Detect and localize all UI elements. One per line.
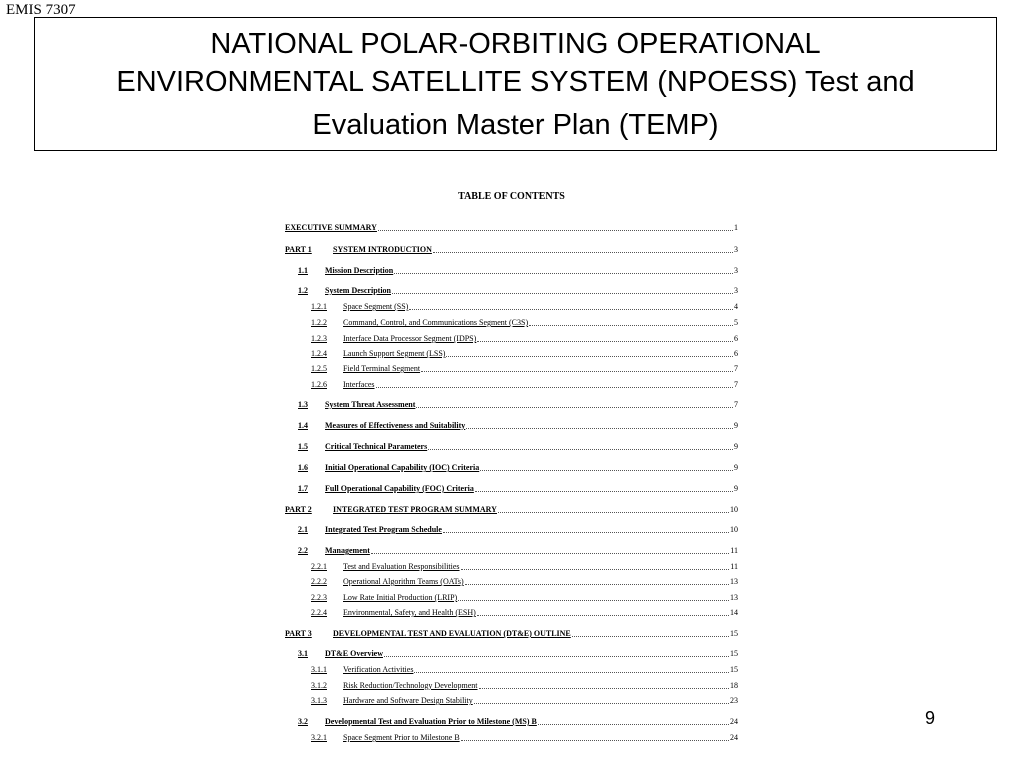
toc-entry-text: Low Rate Initial Production (LRIP) [343,593,458,602]
toc-entry-number: PART 3 [285,629,312,638]
toc-entry [285,696,738,706]
toc-entry [285,349,738,359]
toc-entry [285,421,738,431]
toc-leader-dots [474,703,729,704]
toc-entry-number: 1.4 [298,421,308,430]
title-line-2: ENVIRONMENTAL SATELLITE SYSTEM (NPOESS) Test and [116,65,915,98]
toc-leader-dots [416,407,733,408]
toc-entry-number: 2.2.1 [311,562,327,571]
toc-entry-number: 1.2 [298,286,308,295]
toc-entry [285,629,738,639]
toc-leader-dots [443,532,729,533]
toc-entry-number: 3.2 [298,717,308,726]
toc-entry [285,577,738,587]
title-line-1: NATIONAL POLAR-ORBITING OPERATIONAL [210,28,821,60]
toc-entry-text: Full Operational Capability (FOC) Criteria [325,484,474,493]
toc-entry [285,302,738,312]
toc-entry [285,484,738,494]
toc-leader-dots [376,387,733,388]
toc-entry-text: Interface Data Processor Segment (IDPS) [343,334,477,343]
toc-entry [285,649,738,659]
toc-entry [285,400,738,410]
toc-entry [285,245,738,255]
toc-entry [285,318,738,328]
toc-leader-dots [378,230,733,231]
toc-entry [285,665,738,675]
toc-entry-text: Measures of Effectiveness and Suitability [325,421,466,430]
toc-entry-number: 1.1 [298,266,308,275]
toc-entry-text: Mission Description [325,266,394,275]
toc-entry [285,593,738,603]
toc-entry-page: 9 [734,421,738,430]
toc-entry-number: 1.6 [298,463,308,472]
toc-entry [285,546,738,556]
toc-entry-page: 3 [734,266,738,275]
toc-leader-dots [461,740,729,741]
toc-entry-text: System Description [325,286,391,295]
toc-leader-dots [409,309,733,310]
toc-leader-dots [538,724,729,725]
toc-entry-text: Management [325,546,370,555]
toc-entry [285,364,738,374]
toc-entry-number: 1.7 [298,484,308,493]
toc-entry [285,505,738,515]
toc-entry-page: 24 [730,717,738,726]
toc-entry-number: 3.1.2 [311,681,327,690]
toc-entry-page: 5 [734,318,738,327]
toc-entry-page: 4 [734,302,738,311]
toc-entry-number: 2.1 [298,525,308,534]
toc-entry-number: 2.2 [298,546,308,555]
toc-leader-dots [384,656,729,657]
toc-leader-dots [479,688,729,689]
toc-entry-page: 15 [730,665,738,674]
toc-entry-page: 1 [734,223,738,232]
toc-entry-page: 14 [730,608,738,617]
toc-entry-text: Environmental, Safety, and Health (ESH) [343,608,476,617]
toc-entry-number: 1.3 [298,400,308,409]
toc-entry-text: Integrated Test Program Schedule [325,525,442,534]
toc-entry [285,334,738,344]
toc-entry-page: 11 [730,562,738,571]
toc-entry-number: 1.5 [298,442,308,451]
toc-entry-number: 1.2.3 [311,334,327,343]
toc-entry [285,608,738,618]
toc-leader-dots [475,491,733,492]
toc-entry-number: PART 1 [285,245,312,254]
toc-entry [285,223,738,233]
slide-title [45,26,986,145]
toc-entry [285,286,738,296]
title-box [34,17,997,151]
toc-entry-text: Critical Technical Parameters [325,442,428,451]
toc-leader-dots [477,341,733,342]
toc-entry-page: 23 [730,696,738,705]
toc-entry-text: Risk Reduction/Technology Development [343,681,478,690]
toc-leader-dots [529,325,733,326]
toc-entry [285,733,738,743]
toc-leader-dots [466,428,733,429]
toc-entry-text: Space Segment Prior to Milestone B [343,733,460,742]
toc-leader-dots [461,569,730,570]
toc-entry-number: 1.2.1 [311,302,327,311]
toc-entry-page: 10 [730,505,738,514]
toc-leader-dots [477,615,729,616]
toc-entry [285,562,738,572]
toc-entry-number: 3.1.1 [311,665,327,674]
toc-leader-dots [428,449,733,450]
toc-heading: TABLE OF CONTENTS [458,191,565,202]
toc-entry-page: 6 [734,349,738,358]
toc-leader-dots [371,553,729,554]
toc-entry-number: 2.2.3 [311,593,327,602]
toc-leader-dots [392,293,733,294]
toc-entry-text: DEVELOPMENTAL TEST AND EVALUATION (DT&E) OUTLINE [333,629,571,638]
toc-entry-page: 13 [730,593,738,602]
toc-entry-text: Launch Support Segment (LSS) [343,349,446,358]
toc-entry-text: Hardware and Software Design Stability [343,696,473,705]
toc-entry-text: EXECUTIVE SUMMARY [285,223,377,232]
toc-entry-page: 6 [734,334,738,343]
toc-entry-text: INTEGRATED TEST PROGRAM SUMMARY [333,505,497,514]
toc-entry-text: Command, Control, and Communications Segment (C3S) [343,318,529,327]
toc-entry-text: Developmental Test and Evaluation Prior to Milestone (MS) B [325,717,537,726]
toc-entry-page: 15 [730,629,738,638]
table-of-contents [285,191,738,742]
toc-entry-page: 24 [730,733,738,742]
toc-entry-number: 2.2.2 [311,577,327,586]
toc-entry [285,525,738,535]
toc-entry [285,442,738,452]
toc-entry-number: PART 2 [285,505,312,514]
toc-entry [285,463,738,473]
toc-entry-text: Initial Operational Capability (IOC) Criteria [325,463,480,472]
toc-entry [285,380,738,390]
toc-leader-dots [465,584,729,585]
toc-entry-number: 1.2.5 [311,364,327,373]
toc-entry-number: 3.2.1 [311,733,327,742]
toc-entry-text: Operational Algorithm Teams (OATs) [343,577,464,586]
toc-entry-number: 2.2.4 [311,608,327,617]
toc-entry-text: SYSTEM INTRODUCTION [333,245,432,254]
toc-entry-page: 3 [734,286,738,295]
toc-entry-number: 3.1.3 [311,696,327,705]
toc-entry-number: 3.1 [298,649,308,658]
toc-entry-page: 9 [734,463,738,472]
toc-entry-page: 9 [734,442,738,451]
toc-leader-dots [480,470,733,471]
toc-entry-text: DT&E Overview [325,649,383,658]
toc-entry-number: 1.2.4 [311,349,327,358]
toc-entry-number: 1.2.6 [311,380,327,389]
toc-entry-text: Space Segment (SS) [343,302,409,311]
toc-leader-dots [572,636,729,637]
title-line-3: Evaluation Master Plan (TEMP) [312,109,719,142]
toc-entry-page: 3 [734,245,738,254]
toc-entry-page: 15 [730,649,738,658]
toc-leader-dots [394,273,733,274]
toc-leader-dots [414,672,729,673]
header-label: EMIS 7307 [6,2,76,15]
toc-entry-page: 7 [734,364,738,373]
toc-leader-dots [421,371,733,372]
toc-entry-page: 9 [734,484,738,493]
toc-entry-text: Verification Activities [343,665,414,674]
toc-entry-page: 7 [734,380,738,389]
slide-number: 9 [925,708,936,728]
toc-entry [285,717,738,727]
toc-entry [285,681,738,691]
toc-entry-text: Interfaces [343,380,375,389]
toc-entry-text: Test and Evaluation Responsibilities [343,562,460,571]
toc-entry-page: 10 [730,525,738,534]
toc-leader-dots [458,600,729,601]
toc-leader-dots [433,252,733,253]
toc-entry-page: 7 [734,400,738,409]
toc-entry-text: System Threat Assessment [325,400,416,409]
toc-entry-page: 13 [730,577,738,586]
toc-entry-page: 18 [730,681,738,690]
toc-entry-number: 1.2.2 [311,318,327,327]
toc-leader-dots [446,356,733,357]
toc-entry-page: 11 [730,546,738,555]
toc-entry-text: Field Terminal Segment [343,364,421,373]
toc-entry [285,266,738,276]
toc-leader-dots [498,512,729,513]
